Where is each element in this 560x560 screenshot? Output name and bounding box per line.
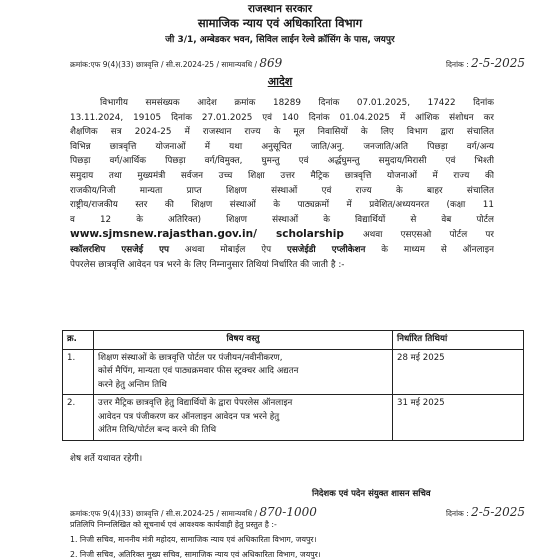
order-date-label: दिनांक : bbox=[446, 60, 469, 69]
subject-line: कोर्स मैपिंग, मान्यता एवं पाठ्यक्रमवार फीस स्ट्रक्चर आदि अद्यतन bbox=[98, 366, 299, 376]
department-address: जी 3/1, अम्बेडकर भवन, सिविल लाईन रेल्वे क्रॉसिंग के पास, जयपुर bbox=[165, 35, 395, 45]
portal-url-suffix: अथवा एसएसओ पोर्टल पर bbox=[362, 230, 494, 241]
copy-list-item: 1. निजी सचिव, माननीय मंत्री महोदय, सामाजिक न्याय एवं अधिकारिता विभाग, जयपुर। bbox=[70, 535, 317, 544]
subject-line: उत्तर मैट्रिक छात्रवृत्ति हेतु विद्यार्थियों के द्वारा पेपरलेस ऑनलाइन bbox=[98, 398, 293, 408]
paragraph-line: विभिन्न छात्रवृत्ति योजनाओं में यथा अनुसूचित जाति/अनु. जनजाति/अति पिछड़ा वर्ग/अन्य bbox=[70, 141, 494, 152]
row-subject bbox=[94, 395, 393, 441]
schedule-table bbox=[62, 330, 524, 441]
app-name-scholarship: स्कॉलरशिप एसजेई एप bbox=[70, 244, 170, 255]
order-date bbox=[446, 56, 525, 70]
order-number-label: क्रमांक:एफ 9(4)(33) छात्रवृत्ति / सी.स.2024-25 / सामान्यवधि / bbox=[70, 60, 258, 69]
table-header-row bbox=[63, 331, 524, 350]
app-name-sjed: एसजेईडी एप्लीकेशन bbox=[286, 244, 366, 255]
order-title: आदेश bbox=[267, 75, 293, 88]
paragraph-closing-line: पेपरलेस छात्रवृत्ति आवेदन पत्र भरने के लिए निम्नानुसार तिथियां निर्धारित की जाती है :- bbox=[70, 259, 345, 270]
row-number: 1. bbox=[63, 349, 94, 395]
app-line-suffix: के माध्यम से ऑनलाइन bbox=[381, 244, 494, 255]
paragraph-line: व 12 के अतिरिक्त) शिक्षण संस्थाओं के विद्यार्थियों से वेब पोर्टल bbox=[70, 214, 494, 225]
subject-line: शिक्षण संस्थाओं के छात्रवृत्ति पोर्टल पर पंजीयन/नवीनीकरण, bbox=[98, 352, 283, 363]
col-header-subject: विषय वस्तु bbox=[94, 331, 393, 350]
row-date: 28 मई 2025 bbox=[393, 349, 524, 395]
app-line bbox=[70, 243, 494, 258]
copy-date-label: दिनांक : bbox=[446, 509, 469, 518]
copy-intro-text: प्रतिलिपि निम्नलिखित को सूचनार्थ एवं आवश्यक कार्यवाही हेतु प्रस्तुत है :- bbox=[70, 520, 277, 529]
paragraph-line: समुदाय तथा मुख्यमंत्री सर्वजन उच्च शिक्षा उत्तर मैट्रिक छात्रवृत्ति योजनाओं में राज्य की bbox=[70, 170, 494, 181]
order-number-handwritten: 869 bbox=[259, 56, 283, 70]
table-row bbox=[63, 349, 524, 395]
order-date-handwritten: 2-5-2025 bbox=[471, 56, 526, 70]
paragraph-line: शैक्षणिक सत्र 2024-25 में राजस्थान राज्य के मूल निवासियों के लिए विभाग द्वारा संचालित bbox=[70, 127, 494, 138]
copy-date bbox=[446, 505, 525, 519]
remaining-terms-note: शेष शर्ते यथावत रहेगी। bbox=[70, 454, 143, 464]
table-row bbox=[63, 395, 524, 441]
app-line-middle: अथवा मोबाईल ऐप bbox=[184, 244, 272, 255]
paragraph-line: राष्ट्रीय/राजकीय स्तर की शिक्षण संस्थाओं के पाठ्यक्रमों में प्रवेशित/अध्ययनरत (कक्षा 11 bbox=[70, 200, 494, 211]
col-header-number: क्र. bbox=[63, 331, 94, 350]
row-date: 31 मई 2025 bbox=[393, 395, 524, 441]
copy-date-handwritten: 2-5-2025 bbox=[471, 505, 526, 519]
subject-line: अंतिम तिथि/पोर्टल बन्द करने की तिथि bbox=[98, 425, 217, 435]
copy-number-label: क्रमांक:एफ 9(4)(33) छात्रवृत्ति / सी.स.2024-25 / सामान्यवधि / bbox=[70, 509, 258, 518]
copy-list-item: 2. निजी सचिव, अतिरिक्त मुख्य सचिव, सामाजिक न्याय एवं अधिकारिता विभाग, जयपुर। bbox=[70, 550, 321, 559]
copy-reference bbox=[70, 505, 317, 519]
govt-name: राजस्थान सरकार bbox=[247, 3, 313, 15]
col-header-date: निर्धारित तिथियां bbox=[393, 331, 524, 350]
paragraph-line: 13.11.2024, 19105 दिनांक 27.01.2025 एवं 140 दिनांक 01.04.2025 में आंशिक संशोधन कर bbox=[70, 112, 494, 123]
signatory-designation: निदेशक एवं पदेन संयुक्त शासन सचिव bbox=[312, 489, 431, 499]
row-number: 2. bbox=[63, 395, 94, 441]
portal-url-link[interactable]: www.sjmsnew.rajasthan.gov.in/ scholarship bbox=[70, 228, 344, 241]
department-name: सामाजिक न्याय एवं अधिकारिता विभाग bbox=[197, 16, 363, 30]
copy-number-handwritten: 870-1000 bbox=[259, 505, 317, 519]
paragraph-line: राजकीय/निजी मान्यता प्राप्त शिक्षण संस्थाओं एवं राज्य के बाहर संचालित bbox=[70, 185, 494, 196]
paragraph-line: पिछड़ा वर्ग/आर्थिक पिछड़ा वर्ग/विमुक्त, घुमन्तु एवं अर्द्धघुमन्तु समुदाय/मिरासी एवं भिश्ती bbox=[70, 156, 494, 167]
row-subject bbox=[94, 349, 393, 395]
order-paragraph bbox=[70, 96, 494, 272]
portal-url-line bbox=[70, 227, 494, 243]
paragraph-line: विभागीय समसंख्यक आदेश क्रमांक 18289 दिनांक 07.01.2025, 17422 दिनांक bbox=[100, 98, 494, 108]
subject-line: आवेदन पत्र पंजीकरण कर ऑनलाइन आवेदन पत्र भरने हेतु bbox=[98, 411, 280, 422]
order-reference bbox=[70, 56, 282, 70]
subject-line: करने हेतु अन्तिम तिथि bbox=[98, 379, 167, 390]
